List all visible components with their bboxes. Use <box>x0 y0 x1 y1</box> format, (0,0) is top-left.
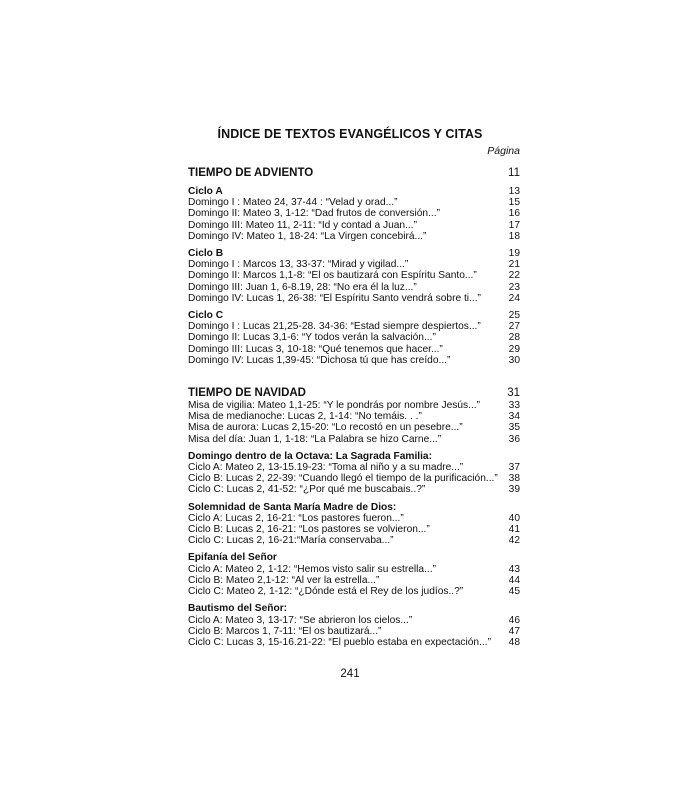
toc-entry-text: Ciclo B: Marcos 1, 7-11: “Él os bautizará...” <box>188 625 382 637</box>
toc-entry <box>188 434 520 445</box>
toc-entry-text: Ciclo B: Lucas 2, 16-21: “Los pastores se volvieron...” <box>188 524 430 536</box>
toc-group <box>188 451 520 496</box>
group-heading <box>188 186 520 197</box>
toc-entry <box>188 586 520 597</box>
toc-entry-text: Ciclo C: Lucas 3, 15-16.21-22: “El pueblo estaba en expectación...” <box>188 636 491 648</box>
toc-entry-text: Domingo I : Lucas 21,25-28. 34-36: “Estad siempre despiertos...” <box>188 321 481 333</box>
group-heading-text: Ciclo A <box>188 186 223 197</box>
toc-entry-page: 36 <box>508 433 520 445</box>
toc-entry-text: Ciclo C: Lucas 2, 16-21:“María conservaba...” <box>188 535 394 547</box>
group-heading-text: Ciclo C <box>188 310 224 322</box>
toc-entry-text: Ciclo A: Lucas 2, 16-21: “Los pastores fueron...” <box>188 512 404 524</box>
page-column-label: Página <box>487 145 520 157</box>
toc-entry-page: 35 <box>508 422 520 434</box>
toc-entry <box>188 564 520 575</box>
toc-entry-text: Misa de aurora: Lucas 2,15-20: “Lo recostó en un pesebre...” <box>188 422 463 434</box>
toc-entry-page: 18 <box>508 230 520 242</box>
toc-group <box>188 552 520 597</box>
toc-entry-text: Ciclo C: Mateo 2, 1-12: “¿Dónde está el Rey de los judíos..?” <box>188 586 464 598</box>
section-heading <box>188 166 520 180</box>
toc-entry <box>188 355 520 366</box>
toc-entry-text: Domingo III: Juan 1, 6-8.19, 28: “No era él la luz...” <box>188 281 417 293</box>
toc-entry-page: 22 <box>508 270 520 282</box>
toc-entry <box>188 422 520 433</box>
group-heading-text: Ciclo B <box>188 248 224 260</box>
group-heading <box>188 310 520 321</box>
toc-entry-page: 24 <box>508 292 520 304</box>
toc-entry-page: 27 <box>508 321 520 333</box>
toc-entry-page: 47 <box>508 625 520 637</box>
toc-entry <box>188 231 520 242</box>
toc-entry <box>188 270 520 281</box>
toc-entry <box>188 321 520 332</box>
toc-entry-page: 29 <box>508 343 520 355</box>
toc-entry <box>188 473 520 484</box>
toc-entry <box>188 513 520 524</box>
toc-entry-page: 28 <box>508 332 520 344</box>
group-heading-text: Solemnidad de Santa María Madre de Dios: <box>188 501 397 513</box>
toc-entry-page: 33 <box>508 400 520 412</box>
toc-entry-text: Ciclo A: Mateo 3, 13-17: “Se abrieron los cielos...” <box>188 614 413 626</box>
toc-entry-text: Domingo II: Mateo 3, 1-12: “Dad frutos de conversión...” <box>188 208 440 220</box>
toc-group <box>188 248 520 304</box>
toc-entry-text: Domingo II: Lucas 3,1-6: “Y todos verán la salvación...” <box>188 332 436 344</box>
group-heading-page: 25 <box>508 310 520 322</box>
toc-entry-page: 16 <box>508 208 520 220</box>
toc-group <box>188 603 520 648</box>
toc-entry <box>188 293 520 304</box>
section-heading-text: TIEMPO DE NAVIDAD <box>188 387 306 400</box>
toc-entry <box>188 220 520 231</box>
group-heading <box>188 502 520 513</box>
toc-entry-text: Domingo III: Lucas 3, 10-18: “Qué tenemos que hacer...” <box>188 343 443 355</box>
toc-entry-text: Ciclo B: Lucas 2, 22-39: “Cuando llegó el tiempo de la purificación...” <box>188 473 498 485</box>
section-heading-page: 31 <box>507 387 520 400</box>
toc-entry-text: Ciclo C: Lucas 2, 41-52: “¿Por qué me buscabais..?” <box>188 484 426 496</box>
toc-entry <box>188 615 520 626</box>
toc-entry <box>188 282 520 293</box>
table-of-contents <box>188 166 520 648</box>
toc-entry-page: 41 <box>508 524 520 536</box>
group-heading <box>188 248 520 259</box>
group-heading <box>188 552 520 563</box>
toc-entry-text: Misa de vigilia: Mateo 1,1-25: “Y le pondrás por nombre Jesús...” <box>188 400 480 412</box>
toc-entry <box>188 524 520 535</box>
toc-entry-text: Domingo IV: Lucas 1,39-45: “Dichosa tú que has creído...” <box>188 354 451 366</box>
toc-entry-page: 43 <box>508 563 520 575</box>
toc-entry <box>188 197 520 208</box>
toc-entry-page: 23 <box>508 281 520 293</box>
toc-entry-page: 45 <box>508 586 520 598</box>
toc-entry-text: Domingo IV: Mateo 1, 18-24: “La Virgen concebirá...” <box>188 230 427 242</box>
toc-entry <box>188 484 520 495</box>
toc-section <box>188 386 520 648</box>
toc-group <box>188 186 520 242</box>
group-heading-text: Domingo dentro de la Octava: La Sagrada Familia: <box>188 450 432 462</box>
toc-entry-text: Misa de medianoche: Lucas 2, 1-14: “No temáis. . .” <box>188 411 422 423</box>
toc-entry-text: Domingo IV: Lucas 1, 26-38: “El Espíritu Santo vendrá sobre ti...” <box>188 292 481 304</box>
toc-entry-page: 40 <box>508 512 520 524</box>
toc-entry-page: 38 <box>508 473 520 485</box>
toc-entry <box>188 462 520 473</box>
toc-entry-page: 48 <box>508 636 520 648</box>
toc-entry <box>188 411 520 422</box>
toc-entry-page: 44 <box>508 574 520 586</box>
group-heading-page: 13 <box>508 186 520 197</box>
index-title: ÍNDICE DE TEXTOS EVANGÉLICOS Y CITAS <box>217 127 483 141</box>
toc-entry-page: 39 <box>508 484 520 496</box>
section-heading <box>188 386 520 400</box>
toc-entry <box>188 344 520 355</box>
toc-entry-text: Domingo I : Marcos 13, 33-37: “Mirad y vigilad...” <box>188 259 409 271</box>
toc-group <box>188 310 520 366</box>
toc-group <box>188 502 520 547</box>
group-heading <box>188 451 520 462</box>
toc-entry <box>188 626 520 637</box>
toc-entry <box>188 637 520 648</box>
toc-entry-text: Domingo II: Marcos 1,1-8: “Él os bautizará con Espíritu Santo...” <box>188 270 477 282</box>
group-heading-page: 19 <box>508 248 520 260</box>
toc-entry-page: 42 <box>508 535 520 547</box>
toc-entry-page: 37 <box>508 462 520 474</box>
toc-entry <box>188 208 520 219</box>
toc-section <box>188 166 520 366</box>
section-heading-page: 11 <box>508 167 520 179</box>
group-heading <box>188 603 520 614</box>
toc-entry-page: 34 <box>508 411 520 423</box>
toc-entry-text: Domingo III: Mateo 11, 2-11: “Id y contad a Juan...” <box>188 219 417 231</box>
toc-entry-page: 21 <box>508 259 520 271</box>
page-number: 241 <box>340 668 360 680</box>
section-heading-text: TIEMPO DE ADVIENTO <box>188 167 314 179</box>
group-heading-text: Epifanía del Señor <box>188 552 277 564</box>
toc-entry-text: Ciclo B: Mateo 2,1-12: “Al ver la estrella...” <box>188 574 380 586</box>
toc-entry-text: Ciclo A: Mateo 2, 13-15.19-23: “Toma al niño y a su madre...” <box>188 462 464 474</box>
toc-entry-text: Domingo I : Mateo 24, 37-44 : “Velad y orad...” <box>188 197 398 209</box>
toc-entry <box>188 575 520 586</box>
toc-entry-text: Ciclo A: Mateo 2, 1-12: “Hemos visto salir su estrella...” <box>188 563 436 575</box>
toc-entry-page: 15 <box>508 197 520 209</box>
toc-entry <box>188 400 520 411</box>
toc-entry-page: 17 <box>508 219 520 231</box>
toc-entry <box>188 332 520 343</box>
toc-entry-page: 30 <box>508 354 520 366</box>
toc-entry <box>188 535 520 546</box>
toc-entry-page: 46 <box>508 614 520 626</box>
toc-entry <box>188 259 520 270</box>
group-heading-text: Bautismo del Señor: <box>188 603 288 615</box>
toc-entry-text: Misa del día: Juan 1, 1-18: “La Palabra se hizo Carne...” <box>188 433 442 445</box>
